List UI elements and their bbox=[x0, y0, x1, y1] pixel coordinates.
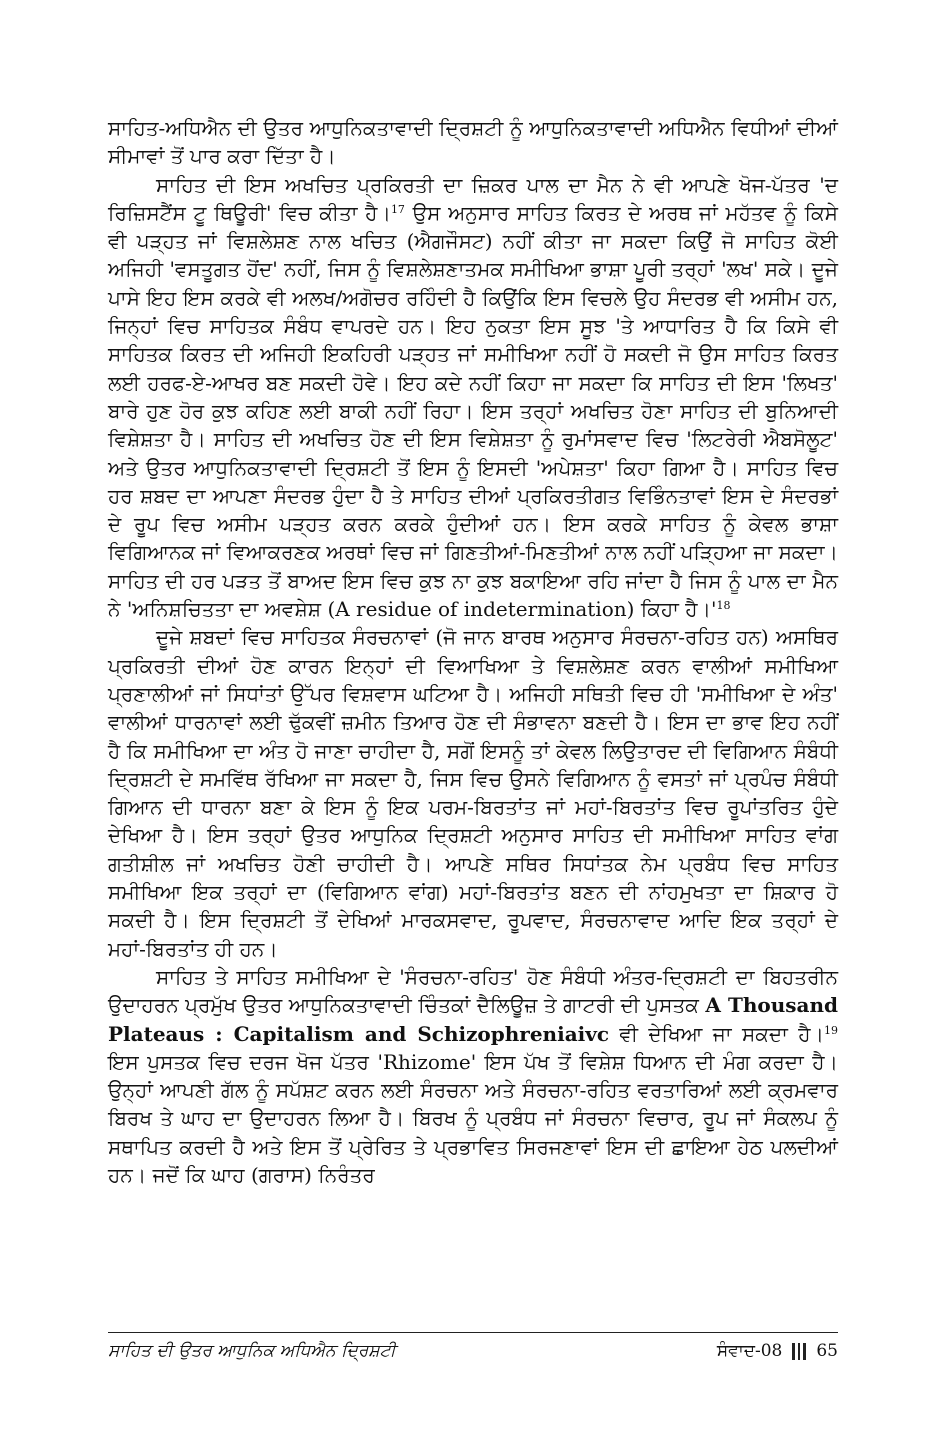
paragraph-3: ਦੂਜੇ ਸ਼ਬਦਾਂ ਵਿਚ ਸਾਹਿਤਕ ਸੰਰਚਨਾਵਾਂ (ਜੋ ਜਾਨ ਬਾਰਥ ਅਨੁਸਾਰ ਸੰਰਚਨਾ-ਰਹਿਤ ਹਨ) ਅਸਥਿਰ ਪ੍ਰਕਿਰਤੀ ਦੀਆਂ ਹੋਣ ਕਾਰਨ ਇਨ੍ਹਾਂ ਦੀ ਵਿਆਖਿਆ ਤੇ ਵਿਸ਼ਲੇਸ਼ਣ ਕਰਨ ਵਾਲੀਆਂ ਸਮੀਖਿਆ ਪ੍ਰਣਾਲੀਆਂ ਜਾਂ ਸਿਧਾਂਤਾਂ ਉੱਪਰ ਵਿਸ਼ਵਾਸ ਘਟਿਆ ਹੈ। ਅਜਿਹੀ ਸਥਿਤੀ ਵਿਚ ਹੀ 'ਸਮੀਖਿਆ ਦੇ ਅੰਤ' ਵਾਲੀਆਂ ਧਾਰਨਾਵਾਂ ਲਈ ਢੁੱਕਵੀਂ ਜ਼ਮੀਨ ਤਿਆਰ ਹੋਣ ਦੀ ਸੰਭਾਵਨਾ ਬਣਦੀ ਹੈ। ਇਸ ਦਾ ਭਾਵ ਇਹ ਨਹੀਂ ਹੈ ਕਿ ਸਮੀਖਿਆ ਦਾ ਅੰਤ ਹੋ ਜਾਣਾ ਚਾਹੀਦਾ ਹੈ, ਸਗੋਂ ਇਸਨੂੰ ਤਾਂ ਕੇਵਲ ਲਿਉਤਾਰਦ ਦੀ ਵਿਗਿਆਨ ਸੰਬੰਧੀ ਦ੍ਰਿਸ਼ਟੀ ਦੇ ਸਮਵਿੱਥ ਰੱਖਿਆ ਜਾ ਸਕਦਾ ਹੈ, ਜਿਸ ਵਿਚ ਉਸਨੇ ਵਿਗਿਆਨ ਨੂੰ ਵਸਤਾਂ ਜਾਂ ਪ੍ਰਪੰਚ ਸੰਬੰਧੀ ਗਿਆਨ ਦੀ ਧਾਰਨਾ ਬਣਾ ਕੇ ਇਸ ਨੂੰ ਇਕ ਪਰਮ-ਬਿਰਤਾਂਤ ਜਾਂ ਮਹਾਂ-ਬਿਰਤਾਂਤ ਵਿਚ ਰੂਪਾਂਤਰਿਤ ਹੁੰਦੇ ਦੇਖਿਆ ਹੈ। ਇਸ ਤਰ੍ਹਾਂ ਉਤਰ ਆਧੁਨਿਕ ਦ੍ਰਿਸ਼ਟੀ ਅਨੁਸਾਰ ਸਾਹਿਤ ਦੀ ਸਮੀਖਿਆ ਸਾਹਿਤ ਵਾਂਗ ਗਤੀਸ਼ੀਲ ਜਾਂ ਅਖਚਿਤ ਹੋਣੀ ਚਾਹੀਦੀ ਹੈ। ਆਪਣੇ ਸਥਿਰ ਸਿਧਾਂਤਕ ਨੇਮ ਪ੍ਰਬੰਧ ਵਿਚ ਸਾਹਿਤ ਸਮੀਖਿਆ ਇਕ ਤਰ੍ਹਾਂ ਦਾ (ਵਿਗਿਆਨ ਵਾਂਗ) ਮਹਾਂ-ਬਿਰਤਾਂਤ ਬਣਨ ਦੀ ਨਾਂਹਮੁਖਤਾ ਦਾ ਸ਼ਿਕਾਰ ਹੋ ਸਕਦੀ ਹੈ। ਇਸ ਦ੍ਰਿਸ਼ਟੀ ਤੋਂ ਦੇਖਿਆਂ ਮਾਰਕਸਵਾਦ, ਰੂਪਵਾਦ, ਸੰਰਚਨਾਵਾਦ ਆਦਿ ਇਕ ਤਰ੍ਹਾਂ ਦੇ ਮਹਾਂ-ਬਿਰਤਾਂਤ ਹੀ ਹਨ। bbox=[108, 625, 838, 961]
paragraph-4 bbox=[108, 963, 838, 1189]
page-footer bbox=[108, 1338, 838, 1364]
running-title: ਸਾਹਿਤ ਦੀ ਉਤਰ ਆਧੁਨਿਕ ਅਧਿਐਨ ਦ੍ਰਿਸ਼ਟੀ bbox=[108, 1341, 396, 1361]
paragraph-2-text-a: ਸਾਹਿਤ ਦੀ ਇਸ ਅਖਚਿਤ ਪ੍ਰਕਿਰਤੀ ਦਾ ਜ਼ਿਕਰ ਪਾਲ ਦਾ ਮੈਨ ਨੇ ਵੀ ਆਪਣੇ ਖੋਜ-ਪੱਤਰ 'ਦ ਰਿਜ਼ਿਸਟੈਂਸ ਟੂ ਥਿਊਰੀ' ਵਿਚ ਕੀਤਾ ਹੈ। bbox=[108, 172, 838, 225]
footer-rule bbox=[108, 1332, 838, 1333]
paragraph-1: ਸਾਹਿਤ-ਅਧਿਐਨ ਦੀ ਉਤਰ ਆਧੁਨਿਕਤਾਵਾਦੀ ਦ੍ਰਿਸ਼ਟੀ ਨੂੰ ਆਧੁਨਿਕਤਾਵਾਦੀ ਅਧਿਐਨ ਵਿਧੀਆਂ ਦੀਆਂ ਸੀਮਾਵਾਂ ਤੋਂ ਪਾਰ ਕਰਾ ਦਿੱਤਾ ਹੈ। bbox=[108, 116, 838, 169]
book-title: A Thousand Plateaus : Capitalism and Schizophreniaivc bbox=[108, 993, 838, 1046]
paragraph-4-text-a: ਸਾਹਿਤ ਤੇ ਸਾਹਿਤ ਸਮੀਖਿਆ ਦੇ 'ਸੰਰਚਨਾ-ਰਹਿਤ' ਹੋਣ ਸੰਬੰਧੀ ਅੰਤਰ-ਦ੍ਰਿਸ਼ਟੀ ਦਾ ਬਿਹਤਰੀਨ ਉਦਾਹਰਨ ਪ੍ਰਮੁੱਖ ਉਤਰ ਆਧੁਨਿਕਤਾਵਾਦੀ ਚਿੰਤਕਾਂ ਦੈਲਿਊਜ਼ ਤੇ ਗਾਟਰੀ ਦੀ ਪੁਸਤਕ bbox=[108, 964, 838, 1018]
paragraph-4-text-c: ਇਸ ਪੁਸਤਕ ਵਿਚ ਦਰਜ ਖੋਜ ਪੱਤਰ 'Rhizome' ਇਸ ਪੱਖ ਤੋਂ ਵਿਸ਼ੇਸ਼ ਧਿਆਨ ਦੀ ਮੰਗ ਕਰਦਾ ਹੈ। ਉਨ੍ਹਾਂ ਆਪਣੀ ਗੱਲ ਨੂੰ ਸਪੱਸ਼ਟ ਕਰਨ ਲਈ ਸੰਰਚਨਾ ਅਤੇ ਸੰਰਚਨਾ-ਰਹਿਤ ਵਰਤਾਰਿਆਂ ਲਈ ਕ੍ਰਮਵਾਰ ਬਿਰਖ ਤੇ ਘਾਹ ਦਾ ਉਦਾਹਰਨ ਲਿਆ ਹੈ। ਬਿਰਖ ਨੂੰ ਪ੍ਰਬੰਧ ਜਾਂ ਸੰਰਚਨਾ ਵਿਚਾਰ, ਰੂਪ ਜਾਂ ਸੰਕਲਪ ਨੂੰ ਸਥਾਪਿਤ ਕਰਦੀ ਹੈ ਅਤੇ ਇਸ ਤੋਂ ਪ੍ਰੇਰਿਤ ਤੇ ਪ੍ਰਭਾਵਿਤ ਸਿਰਜਣਾਵਾਂ ਇਸ ਦੀ ਛਾਇਆ ਹੇਠ ਪਲਦੀਆਂ ਹਨ। ਜਦੋਂ ਕਿ ਘਾਹ (ਗਰਾਸ) ਨਿਰੰਤਰ bbox=[108, 1049, 838, 1187]
footnote-ref-19: 19 bbox=[823, 1023, 838, 1037]
page-number: 65 bbox=[816, 1341, 838, 1361]
separator-bars-icon bbox=[792, 1342, 806, 1360]
footnote-ref-17: 17 bbox=[390, 202, 405, 216]
page-body bbox=[108, 114, 838, 1189]
journal-name: ਸੰਵਾਦ-08 bbox=[716, 1341, 783, 1361]
footer-right bbox=[717, 1338, 838, 1364]
paragraph-4-text-b: ਵੀ ਦੇਖਿਆ ਜਾ ਸਕਦਾ ਹੈ। bbox=[609, 1021, 824, 1046]
paragraph-2 bbox=[108, 171, 838, 624]
paragraph-2-text-b: ਉਸ ਅਨੁਸਾਰ ਸਾਹਿਤ ਕਿਰਤ ਦੇ ਅਰਥ ਜਾਂ ਮਹੱਤਵ ਨੂੰ ਕਿਸੇ ਵੀ ਪੜ੍ਹਤ ਜਾਂ ਵਿਸ਼ਲੇਸ਼ਣ ਨਾਲ ਖਚਿਤ (ਐਗਜੌਸਟ) ਨਹੀਂ ਕੀਤਾ ਜਾ ਸਕਦਾ ਕਿਉਂ ਜੋ ਸਾਹਿਤ ਕੋਈ ਅਜਿਹੀ 'ਵਸਤੂਗਤ ਹੋਂਦ' ਨਹੀਂ, ਜਿਸ ਨੂੰ ਵਿਸ਼ਲੇਸ਼ਣਾਤਮਕ ਸਮੀਖਿਆ ਭਾਸ਼ਾ ਪੂਰੀ ਤਰ੍ਹਾਂ 'ਲਖ' ਸਕੇ। ਦੂਜੇ ਪਾਸੇ ਇਹ ਇਸ ਕਰਕੇ ਵੀ ਅਲਖ/ਅਗੋਚਰ ਰਹਿੰਦੀ ਹੈ ਕਿਉਂਕਿ ਇਸ ਵਿਚਲੇ ਉਹ ਸੰਦਰਭ ਵੀ ਅਸੀਮ ਹਨ, ਜਿਨ੍ਹਾਂ ਵਿਚ ਸਾਹਿਤਕ ਸੰਬੰਧ ਵਾਪਰਦੇ ਹਨ। ਇਹ ਨੁਕਤਾ ਇਸ ਸੂਝ 'ਤੇ ਆਧਾਰਿਤ ਹੈ ਕਿ ਕਿਸੇ ਵੀ ਸਾਹਿਤਕ ਕਿਰਤ ਦੀ ਅਜਿਹੀ ਇਕਹਿਰੀ ਪੜ੍ਹਤ ਜਾਂ ਸਮੀਖਿਆ ਨਹੀਂ ਹੋ ਸਕਦੀ ਜੋ ਉਸ ਸਾਹਿਤ ਕਿਰਤ ਲਈ ਹਰਫ-ਏ-ਆਖਰ ਬਣ ਸਕਦੀ ਹੋਵੇ। ਇਹ ਕਦੇ ਨਹੀਂ ਕਿਹਾ ਜਾ ਸਕਦਾ ਕਿ ਸਾਹਿਤ ਦੀ ਇਸ 'ਲਿਖਤ' ਬਾਰੇ ਹੁਣ ਹੋਰ ਕੁਝ ਕਹਿਣ ਲਈ ਬਾਕੀ ਨਹੀਂ ਰਿਹਾ। ਇਸ ਤਰ੍ਹਾਂ ਅਖਚਿਤ ਹੋਣਾ ਸਾਹਿਤ ਦੀ ਬੁਨਿਆਦੀ ਵਿਸ਼ੇਸ਼ਤਾ ਹੈ। ਸਾਹਿਤ ਦੀ ਅਖਚਿਤ ਹੋਣ ਦੀ ਇਸ ਵਿਸ਼ੇਸ਼ਤਾ ਨੂੰ ਰੁਮਾਂਸਵਾਦ ਵਿਚ 'ਲਿਟਰੇਰੀ ਐਬਸੋਲੂਟ' ਅਤੇ ਉਤਰ ਆਧੁਨਿਕਤਾਵਾਦੀ ਦ੍ਰਿਸ਼ਟੀ ਤੋਂ ਇਸ ਨੂੰ ਇਸਦੀ 'ਅਪੇਸ਼ਤਾ' ਕਿਹਾ ਗਿਆ ਹੈ। ਸਾਹਿਤ ਵਿਚ ਹਰ ਸ਼ਬਦ ਦਾ ਆਪਣਾ ਸੰਦਰਭ ਹੁੰਦਾ ਹੈ ਤੇ ਸਾਹਿਤ ਦੀਆਂ ਪ੍ਰਕਿਰਤੀਗਤ ਵਿਭਿੰਨਤਾਵਾਂ ਇਸ ਦੇ ਸੰਦਰਭਾਂ ਦੇ ਰੂਪ ਵਿਚ ਅਸੀਮ ਪੜ੍ਹਤ ਕਰਨ ਕਰਕੇ ਹੁੰਦੀਆਂ ਹਨ। ਇਸ ਕਰਕੇ ਸਾਹਿਤ ਨੂੰ ਕੇਵਲ ਭਾਸ਼ਾ ਵਿਗਿਆਨਕ ਜਾਂ ਵਿਆਕਰਣਕ ਅਰਥਾਂ ਵਿਚ ਜਾਂ ਗਿਣਤੀਆਂ-ਮਿਣਤੀਆਂ ਨਾਲ ਨਹੀਂ ਪੜ੍ਹਿਆ ਜਾ ਸਕਦਾ। ਸਾਹਿਤ ਦੀ ਹਰ ਪੜਤ ਤੋਂ ਬਾਅਦ ਇਸ ਵਿਚ ਕੁਝ ਨਾ ਕੁਝ ਬਕਾਇਆ ਰਹਿ ਜਾਂਦਾ ਹੈ ਜਿਸ ਨੂੰ ਪਾਲ ਦਾ ਮੈਨ ਨੇ 'ਅਨਿਸ਼ਚਿਤਤਾ ਦਾ ਅਵਸ਼ੇਸ਼ (A residue of indetermination) ਕਿਹਾ ਹੈ।' bbox=[108, 200, 839, 622]
footnote-ref-18: 18 bbox=[716, 599, 731, 613]
